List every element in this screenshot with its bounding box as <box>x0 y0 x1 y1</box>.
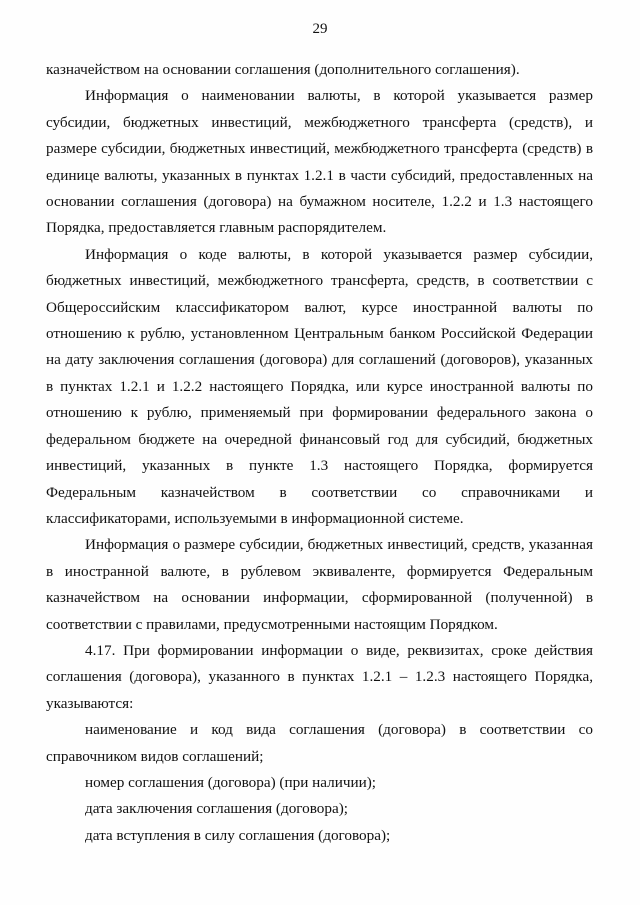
paragraph-section-4-17: 4.17. При формировании информации о виде, реквизитах, сроке действия соглашения (договора), указанного в пунктах 1.2.1 – 1.2.3 настоящего Порядка, указываются: <box>46 641 593 712</box>
paragraph-continuation: казначейством на основании соглашения (дополнительного соглашения). <box>46 61 520 78</box>
page-number: 29 <box>312 21 328 37</box>
paragraph-ruble-equivalent: Информация о размере субсидии, бюджетных инвестиций, средств, указанная в иностранной валюте, в рублевом эквиваленте, формируется Федеральным казначейством на основании информации, сформированной (полученной) в соответствии с правилами, предусмотренными настоящим Порядком. <box>46 536 593 633</box>
list-item: наименование и код вида соглашения (договора) в соответствии со справочником видов соглашений; <box>46 721 593 765</box>
list-item: номер соглашения (договора) (при наличии); <box>85 773 377 791</box>
list-item: дата заключения соглашения (договора); <box>85 800 348 818</box>
paragraph-currency-name: Информация о наименовании валюты, в которой указывается размер субсидии, бюджетных инвестиций, межбюджетного трансферта (средств), и размере субсидии, бюджетных инвестиций, межбюджетного трансферта (средств) в единице валюты, указанных в пунктах 1.2.1 в части субсидий, предоставленных на основании соглашения (договора) на бумажном носителе, 1.2.2 и 1.3 настоящего Порядка, предоставляется главным распорядителем. <box>46 87 593 237</box>
list-item: дата вступления в силу соглашения (договора); <box>85 826 391 844</box>
document-body <box>46 57 593 849</box>
paragraph-currency-code: Информация о коде валюты, в которой указывается размер субсидии, бюджетных инвестиций, межбюджетного трансферта, средств, в соответствии с Общероссийским классификатором валют, курсе иностранной валюты по отношению к рублю, установленном Центральным банком Российской Федерации на дату заключения соглашения (договора) для соглашений (договоров), указанных в пунктах 1.2.1 и 1.2.2 настоящего Порядка, или курсе иностранной валюты по отношению к рублю, применяемый при формировании федерального закона о федеральном бюджете на очередной финансовый год для субсидий, бюджетных инвестиций, указанных в пункте 1.3 настоящего Порядка, формируется Федеральным казначейством в соответствии со справочниками и классификаторами, используемыми в информационной системе. <box>46 245 593 527</box>
